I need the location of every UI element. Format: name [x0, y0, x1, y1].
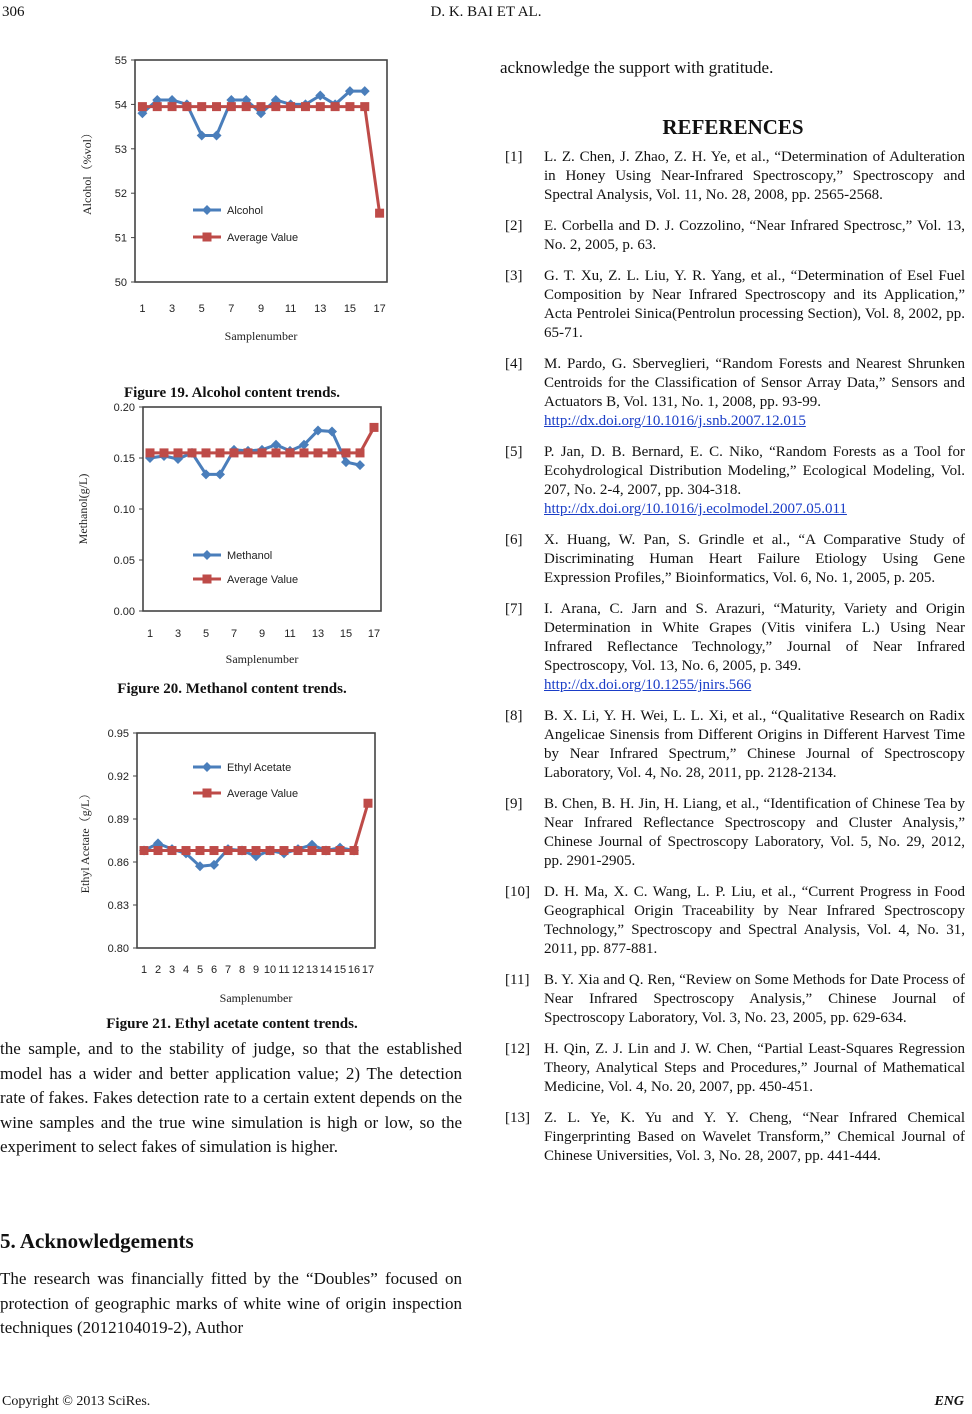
data-point — [266, 846, 275, 855]
y-tick-label: 0.00 — [113, 606, 135, 618]
reference-text: E. Corbella and D. J. Cozzolino, “Near Infrared Spectrosc,” Vol. 13, No. 2, 2005, p. 63. — [544, 218, 965, 253]
data-point — [314, 448, 323, 457]
y-tick-label: 0.92 — [107, 771, 129, 783]
data-point — [280, 846, 289, 855]
x-tick-label: 13 — [305, 964, 319, 976]
y-tick-label: 53 — [114, 143, 127, 156]
data-point — [244, 448, 253, 457]
x-tick-label: 5 — [202, 628, 210, 640]
series-line — [144, 803, 368, 850]
x-tick-label: 11 — [278, 964, 290, 976]
x-axis-title: Samplenumber — [224, 329, 298, 343]
y-tick-label: 52 — [114, 188, 127, 201]
x-tick-label: 15 — [333, 964, 347, 976]
y-axis-title: Methanol(g/L) — [76, 473, 90, 545]
legend-label: Average Value — [227, 574, 299, 586]
data-point — [350, 846, 359, 855]
data-point — [322, 846, 331, 855]
reference-list — [505, 148, 965, 1178]
references-heading: REFERENCES — [662, 115, 804, 139]
data-point — [160, 448, 169, 457]
data-point — [356, 448, 365, 457]
x-tick-label: 3 — [168, 964, 176, 976]
data-point — [331, 102, 340, 111]
legend-marker — [202, 550, 212, 560]
series-1 — [138, 102, 384, 218]
page-number: 306 — [2, 4, 25, 20]
reference-number: [1] — [505, 149, 523, 165]
reference-number: [3] — [505, 268, 523, 284]
reference-text: X. Huang, W. Pan, S. Grindle et al., “A Comparative Study of Discriminating Human Heart Failure Etiology Using Gene Expression Profiles,” Bioinformatics, Vol. 6, No. 1, 2005, p. 205. — [544, 532, 965, 586]
x-tick-label: 1 — [140, 964, 148, 976]
acknowledgements-heading: 5. Acknowledgements — [0, 1229, 194, 1253]
x-tick-label: 16 — [347, 964, 361, 976]
legend-label: Ethyl Acetate — [227, 762, 292, 774]
data-point — [154, 846, 163, 855]
data-point — [328, 448, 337, 457]
data-point — [212, 130, 222, 140]
data-point — [227, 102, 236, 111]
legend-label: Methanol — [227, 550, 273, 562]
data-point — [360, 102, 369, 111]
x-tick-label: 4 — [182, 964, 190, 976]
data-point — [327, 426, 337, 436]
ethyl-acetate-chart-svg — [75, 723, 405, 1008]
data-point — [271, 102, 280, 111]
series-1 — [146, 423, 379, 458]
data-point — [375, 209, 384, 218]
reference-text: L. Z. Chen, J. Zhao, Z. H. Ye, et al., “Determination of Adulteration in Honey Using Near-Infrared Spectroscopy,” Spectroscopy and Spectral Analysis, Vol. 11, No. 28, 2008, pp. 2565-2568. — [544, 149, 965, 203]
data-point — [140, 846, 149, 855]
reference-text: H. Qin, Z. J. Lin and J. W. Chen, “Partial Least-Squares Regression Theory, Analytical Steps and Procedures,” Journal of Mathematical Medicine, Vol. 4, No. 20, 2007, pp. 450-451. — [544, 1041, 965, 1095]
y-tick-label: 0.95 — [107, 728, 129, 740]
y-tick-label: 50 — [114, 277, 127, 289]
data-point — [202, 448, 211, 457]
reference-number: [12] — [505, 1041, 530, 1057]
journal-abbreviation: ENG — [934, 1394, 964, 1409]
y-tick-label: 54 — [114, 99, 127, 112]
reference-text: P. Jan, D. B. Bernard, E. C. Niko, “Random Forests as a Tool for Ecohydrological Distribution Modeling,” Ecological Modeling, Vol. 207, No. 2-4, 2007, pp. 304-318. — [544, 444, 965, 498]
x-tick-label: 9 — [257, 303, 265, 315]
data-point — [238, 846, 247, 855]
data-point — [182, 846, 191, 855]
data-point — [153, 102, 162, 111]
x-tick-label: 12 — [291, 964, 305, 976]
running-title: D. K. BAI ET AL. — [430, 4, 542, 20]
x-tick-label: 17 — [373, 303, 386, 315]
data-point — [182, 102, 191, 111]
x-axis-title: Samplenumber — [225, 652, 299, 666]
data-point — [355, 460, 365, 470]
data-point — [286, 448, 295, 457]
x-tick-label: 10 — [263, 964, 277, 976]
x-tick-label: 17 — [367, 628, 381, 640]
data-point — [224, 846, 233, 855]
reference-number: [7] — [505, 601, 523, 617]
reference-text: Z. L. Ye, K. Yu and Y. Y. Cheng, “Near Infrared Chemical Fingerprinting Based on Wavelet Transform,” Chemical Journal of Chinese Universities, Vol. 3, No. 28, 2007, pp. 441-444. — [544, 1110, 965, 1164]
x-tick-label: 2 — [154, 964, 162, 976]
x-tick-label: 11 — [284, 303, 297, 315]
data-point — [294, 846, 303, 855]
y-tick-label: 0.05 — [113, 555, 135, 567]
reference-item — [505, 795, 965, 871]
reference-number: [6] — [505, 532, 523, 548]
x-tick-label: 14 — [319, 964, 333, 976]
figure-19-caption: Figure 19. Alcohol content trends. — [123, 385, 341, 401]
x-tick-label: 7 — [228, 303, 235, 315]
y-tick-label: 55 — [114, 55, 127, 67]
legend-label: Average Value — [227, 788, 299, 800]
data-point — [168, 102, 177, 111]
x-tick-label: 15 — [339, 628, 353, 640]
figure-21-chart — [75, 723, 405, 1008]
reference-text: B. Chen, B. H. Jin, H. Liang, et al., “Identification of Chinese Tea by Near Infrared Reflectance Spectroscopy and Cluster Analysis,” Chinese Journal of Spectroscopy Laboratory, Vol. 5, No. 29, 2012, pp. 2901-2905. — [544, 796, 965, 869]
reference-item — [505, 355, 965, 431]
data-point — [286, 102, 295, 111]
data-point — [342, 448, 351, 457]
x-tick-label: 7 — [230, 628, 238, 640]
data-point — [300, 448, 309, 457]
reference-doi-link[interactable]: http://dx.doi.org/10.1255/jnirs.566 — [544, 677, 752, 693]
y-tick-label: 0.89 — [107, 814, 129, 826]
reference-number: [2] — [505, 218, 523, 234]
data-point — [341, 457, 351, 467]
legend-marker — [202, 205, 212, 215]
x-tick-label: 1 — [139, 303, 146, 315]
acknowledgements-continued: acknowledge the support with gratitude. — [500, 58, 774, 77]
data-point — [216, 448, 225, 457]
legend-label: Alcohol — [227, 205, 264, 217]
legend-label: Average Value — [227, 232, 299, 244]
x-tick-label: 8 — [238, 964, 246, 976]
reference-number: [8] — [505, 708, 523, 724]
data-point — [252, 846, 261, 855]
data-point — [146, 448, 155, 457]
data-point — [370, 423, 379, 432]
y-tick-label: 0.80 — [107, 943, 129, 955]
data-point — [168, 846, 177, 855]
figure-20-caption: Figure 20. Methanol content trends. — [117, 681, 347, 697]
x-tick-label: 11 — [284, 628, 296, 640]
y-tick-label: 0.83 — [107, 900, 129, 912]
reference-item — [505, 1040, 965, 1097]
data-point — [242, 102, 251, 111]
reference-text: G. T. Xu, Z. L. Liu, Y. R. Yang, et al., “Determination of Esel Fuel Composition by Near Infrared Spectroscopy and its Application,” Acta Pentrolei Sinica(Pentrolun processing Section), Vol. 8, 2002, pp. 65-71. — [544, 268, 965, 341]
reference-item — [505, 531, 965, 588]
x-tick-label: 7 — [224, 964, 232, 976]
data-point — [258, 448, 267, 457]
reference-doi-link[interactable]: http://dx.doi.org/10.1016/j.ecolmodel.2007.05.011 — [544, 501, 847, 517]
copyright-notice: Copyright © 2013 SciRes. — [2, 1394, 151, 1409]
reference-text: M. Pardo, G. Sberveglieri, “Random Forests and Nearest Shrunken Centroids for the Classification of Sensor Array Data,” Sensors and Actuators B, Vol. 131, No. 1, 2008, pp. 93-99. — [544, 356, 965, 410]
data-point — [271, 440, 281, 450]
reference-text: B. Y. Xia and Q. Ren, “Review on Some Methods for Date Process of Near Infrared Spectroscopy Analysis,” Chinese Journal of Spectroscopy Laboratory, Vol. 3, No. 23, 2005, pp. 629-634. — [544, 972, 965, 1026]
reference-number: [10] — [505, 884, 530, 900]
alcohol-chart-svg — [75, 50, 405, 342]
x-tick-label: 13 — [314, 303, 327, 315]
reference-text: D. H. Ma, X. C. Wang, L. P. Liu, et al., “Current Progress in Food Geographical Origin Traceability by Near Infrared Spectroscopy Technology,” Spectroscopy and Spectral Analysis, Vol. 4, No. 31, 2011, pp. 877-881. — [544, 884, 965, 957]
body-paragraph: the sample, and to the stability of judge, so that the established model has a wider and better application value; 2) The detection rate of fakes. Fakes detection rate to a certain extent depends on the wine samples and the true wine simulation is high or low, so the experiment to select fakes of simulation is higher. — [0, 1039, 462, 1157]
data-point — [230, 448, 239, 457]
series-0 — [137, 86, 369, 140]
x-tick-label: 3 — [174, 628, 182, 640]
legend-marker — [202, 762, 212, 772]
figure-21-caption: Figure 21. Ethyl acetate content trends. — [106, 1016, 358, 1032]
reference-item — [505, 443, 965, 519]
data-point — [188, 448, 197, 457]
figure-19-chart — [75, 50, 405, 342]
reference-item — [505, 267, 965, 343]
x-tick-label: 5 — [196, 964, 204, 976]
reference-item — [505, 707, 965, 783]
reference-item — [505, 1109, 965, 1166]
x-tick-label: 9 — [252, 964, 260, 976]
x-tick-label: 3 — [168, 303, 176, 315]
x-tick-label: 15 — [343, 303, 357, 315]
data-point — [257, 102, 266, 111]
methanol-chart-svg — [75, 397, 405, 669]
reference-item — [505, 883, 965, 959]
x-axis-title: Samplenumber — [219, 991, 293, 1005]
y-axis-title: Ethyl Acetate（g/L） — [78, 787, 92, 894]
data-point — [364, 799, 373, 808]
legend-marker — [203, 233, 212, 242]
data-point — [197, 130, 207, 140]
series-line — [142, 107, 379, 214]
data-point — [196, 846, 205, 855]
data-point — [174, 448, 183, 457]
data-point — [212, 102, 221, 111]
x-tick-label: 6 — [210, 964, 218, 976]
data-point — [316, 102, 325, 111]
x-tick-label: 17 — [361, 964, 375, 976]
data-point — [138, 102, 147, 111]
data-point — [308, 846, 317, 855]
y-tick-label: 0.86 — [107, 857, 129, 869]
reference-item — [505, 217, 965, 255]
legend-marker — [203, 789, 212, 798]
y-tick-label: 0.15 — [113, 453, 135, 465]
figure-20-chart — [75, 397, 405, 669]
data-point — [336, 846, 345, 855]
x-tick-label: 5 — [198, 303, 205, 315]
reference-number: [5] — [505, 444, 523, 460]
legend-marker — [203, 575, 212, 584]
y-tick-label: 51 — [114, 232, 127, 245]
acknowledgements-text: The research was financially fitted by the “Doubles” focused on protection of geographic marks of white wine of origin inspection techniques (2012104019-2), Author — [0, 1269, 462, 1338]
x-tick-label: 1 — [146, 628, 154, 640]
reference-number: [13] — [505, 1110, 530, 1126]
reference-number: [11] — [505, 972, 530, 988]
reference-number: [9] — [505, 796, 523, 812]
data-point — [197, 102, 206, 111]
data-point — [345, 102, 354, 111]
reference-item — [505, 148, 965, 205]
y-tick-label: 0.10 — [113, 504, 135, 516]
reference-item — [505, 971, 965, 1028]
data-point — [301, 102, 310, 111]
series-1 — [140, 799, 373, 855]
reference-text: I. Arana, C. Jarn and S. Arazuri, “Maturity, Variety and Origin Determination in White Grapes (Vitis vinifera L.) Using Near Infrared Reflectance Technology,” Journal of Near Infrared Spectroscopy, Vol. 13, No. 6, 2005, p. 349. — [544, 601, 965, 674]
y-tick-label: 0.20 — [113, 402, 135, 414]
data-point — [360, 86, 370, 96]
reference-number: [4] — [505, 356, 523, 372]
reference-doi-link[interactable]: http://dx.doi.org/10.1016/j.snb.2007.12.015 — [544, 413, 806, 429]
data-point — [210, 846, 219, 855]
x-tick-label: 9 — [258, 628, 266, 640]
reference-item — [505, 600, 965, 695]
data-point — [272, 448, 281, 457]
reference-text: B. X. Li, Y. H. Wei, L. L. Xi, et al., “Qualitative Research on Radix Angelicae Sinensis from Different Origins in Different Harvest Time by Near Infrared Spectrum,” Chinese Journal of Spectroscopy Laboratory, Vol. 4, No. 28, 2011, pp. 2128-2134. — [544, 708, 965, 781]
x-tick-label: 13 — [311, 628, 325, 640]
y-axis-title: Alcohol（%vol） — [80, 127, 94, 215]
series-line — [142, 91, 364, 135]
